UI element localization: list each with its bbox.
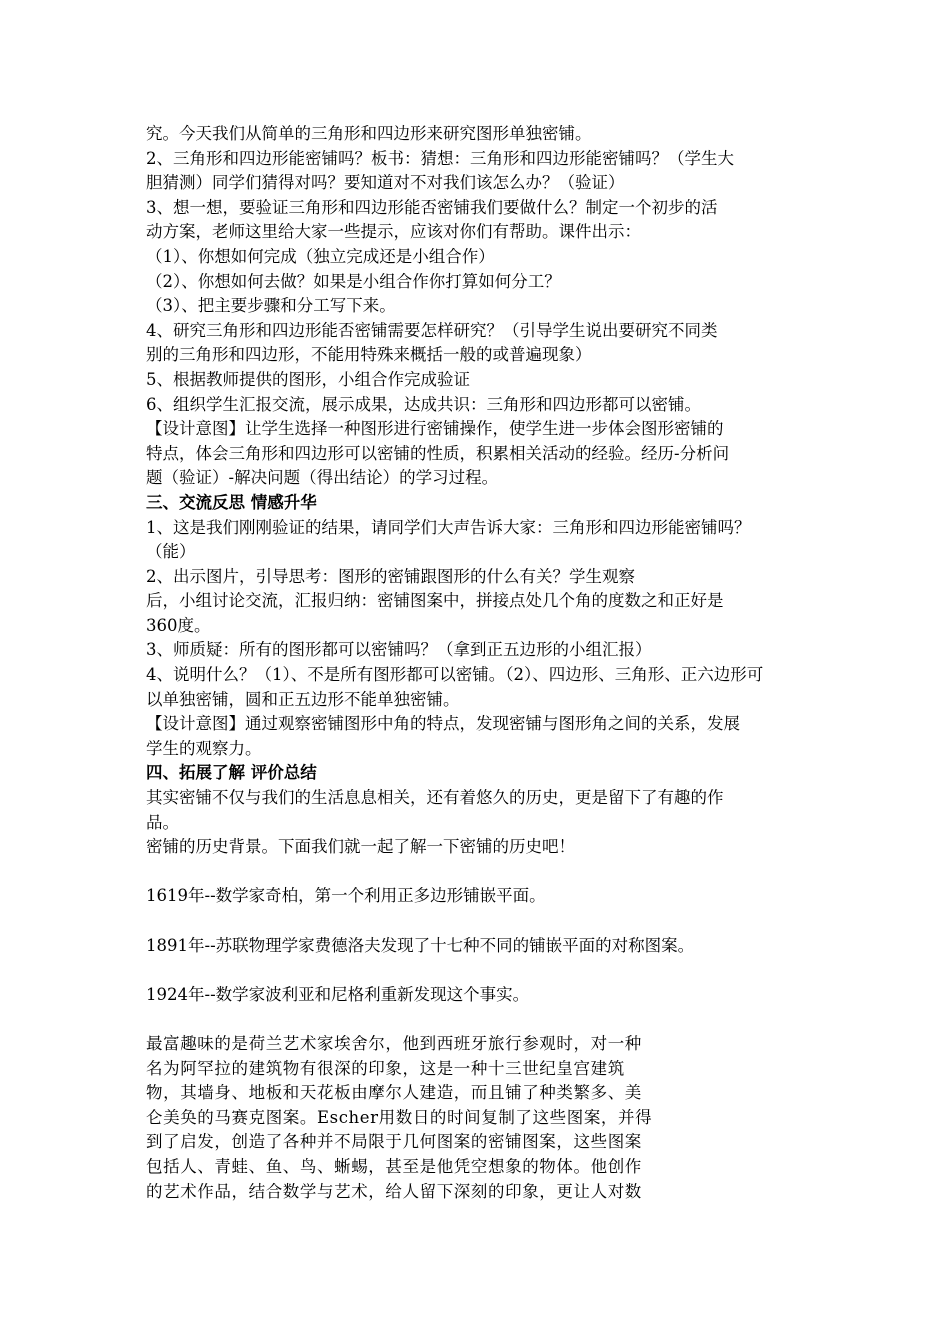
text-line: 密铺的历史背景。下面我们就一起了解一下密铺的历史吧！ [146, 837, 575, 857]
text-line: 其实密铺不仅与我们的生活息息相关，还有着悠久的历史，更是留下了有趣的作 [146, 788, 724, 808]
text-line: 物，其墙身、地板和天花板由摩尔人建造，而且铺了种类繁多、美 [146, 1083, 642, 1103]
history-item: 1891年--苏联物理学家费德洛夫发现了十七种不同的铺嵌平面的对称图案。 [146, 935, 695, 955]
text-line: （1）、你想如何完成（独立完成还是小组合作） [146, 246, 495, 266]
text-line: （2）、你想如何去做？如果是小组合作你打算如何分工？ [146, 271, 561, 291]
blank-line [146, 909, 822, 934]
text-line: 胆猜测）同学们猜得对吗？要知道对不对我们该怎么办？（验证） [146, 173, 625, 193]
text-line: 最富趣味的是荷兰艺术家埃舍尔，他到西班牙旅行参观时，对一种 [146, 1033, 642, 1053]
text-line: 2、出示图片，引导思考：图形的密铺跟图形的什么有关？学生观察 [146, 566, 635, 586]
text-line: 3、师质疑：所有的图形都可以密铺吗？（拿到正五边形的小组汇报） [146, 640, 652, 660]
text-line: 仑美奂的马赛克图案。Escher用数日的时间复制了这些图案，并得 [146, 1107, 653, 1127]
text-line: 3、想一想，要验证三角形和四边形能否密铺我们要做什么？制定一个初步的活 [146, 197, 718, 217]
text-line: 别的三角形和四边形，不能用特殊来概括一般的或普遍现象） [146, 345, 592, 365]
text-line: 以单独密铺，圆和正五边形不能单独密铺。 [146, 689, 460, 709]
text-line: 360度。 [146, 615, 211, 635]
text-line: 品。 [146, 812, 179, 832]
text-line: 特点，体会三角形和四边形可以密铺的性质，积累相关活动的经验。经历-分析问 [146, 443, 730, 463]
history-item: 1924年--数学家波利亚和尼格利重新发现这个事实。 [146, 984, 530, 1004]
text-line: （能） [146, 542, 196, 562]
text-line: 6、组织学生汇报交流，展示成果，达成共识：三角形和四边形都可以密铺。 [146, 394, 701, 414]
text-line: 后，小组讨论交流，汇报归纳：密铺图案中，拼接点处几个角的度数之和正好是 [146, 591, 724, 611]
text-line: 4、说明什么？（1）、不是所有图形都可以密铺。（2）、四边形、三角形、正六边形可 [146, 665, 764, 685]
blank-line [146, 958, 822, 983]
text-line: 学生的观察力。 [146, 738, 262, 758]
text-line: （3）、把主要步骤和分工写下来。 [146, 296, 396, 316]
text-line: 的艺术作品，结合数学与艺术，给人留下深刻的印象，更让人对数 [146, 1181, 642, 1201]
text-line: 包括人、青蛙、鱼、鸟、蜥蜴，甚至是他凭空想象的物体。他创作 [146, 1156, 642, 1176]
text-line: 到了启发，创造了各种并不局限于几何图案的密铺图案，这些图案 [146, 1132, 642, 1152]
document-body [146, 122, 822, 1204]
text-line: 究。今天我们从简单的三角形和四边形来研究图形单独密铺。 [146, 124, 592, 143]
blank-line [146, 860, 822, 885]
text-line: 题（验证）-解决问题（得出结论）的学习过程。 [146, 468, 499, 488]
text-line: 1、这是我们刚刚验证的结果，请同学们大声告诉大家：三角形和四边形能密铺吗？ [146, 517, 751, 537]
blank-line [146, 1007, 822, 1032]
history-item: 1619年--数学家奇柏，第一个利用正多边形铺嵌平面。 [146, 886, 546, 906]
text-line: 2、三角形和四边形能密铺吗？板书：猜想：三角形和四边形能密铺吗？（学生大 [146, 148, 734, 168]
text-line: 5、根据教师提供的图形，小组合作完成验证 [146, 369, 470, 389]
section-heading: 三、交流反思 情感升华 [146, 492, 317, 512]
text-line: 4、研究三角形和四边形能否密铺需要怎样研究？（引导学生说出要研究不同类 [146, 320, 718, 340]
text-line: 【设计意图】让学生选择一种图形进行密铺操作，使学生进一步体会图形密铺的 [146, 419, 724, 439]
text-line: 【设计意图】通过观察密铺图形中角的特点，发现密铺与图形角之间的关系，发展 [146, 714, 740, 734]
section-heading: 四、拓展了解 评价总结 [146, 763, 317, 783]
text-line: 名为阿罕拉的建筑物有很深的印象，这是一种十三世纪皇宫建筑 [146, 1058, 625, 1078]
text-line: 动方案，老师这里给大家一些提示，应该对你们有帮助。课件出示： [146, 222, 641, 242]
